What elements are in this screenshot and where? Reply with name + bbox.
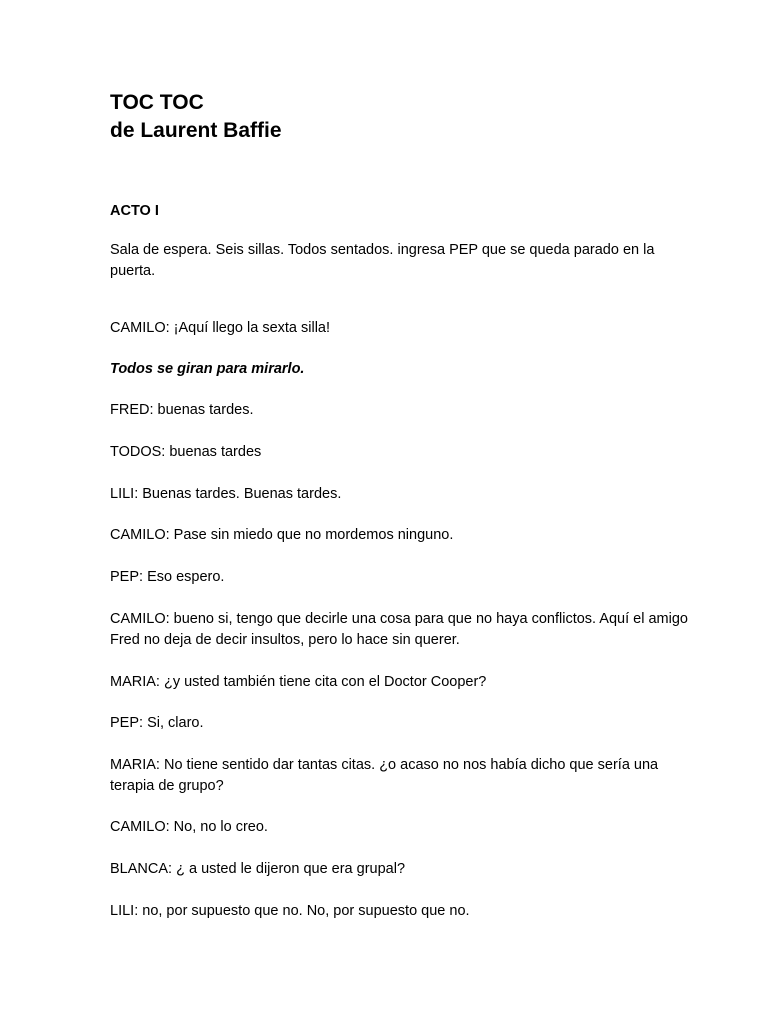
stage-direction-opening: Sala de espera. Seis sillas. Todos sentados. ingresa PEP que se queda parado en la puerta. <box>110 242 655 279</box>
dialogue-text: buenas tardes <box>169 444 262 460</box>
speaker-name: PEP <box>110 569 140 585</box>
dialogue-line: CAMILO: Pase sin miedo que no mordemos ninguno. <box>110 527 454 543</box>
document-author: de Laurent Baffie <box>110 119 282 142</box>
speaker-name: PEP <box>110 715 140 731</box>
dialogue-text: buenas tardes. <box>157 402 254 418</box>
dialogue-text: ¡Aquí llego la sexta silla! <box>173 320 331 336</box>
dialogue-line: TODOS: buenas tardes <box>110 444 262 460</box>
dialogue-line: MARIA: No tiene sentido dar tantas citas. ¿o acaso no nos había dicho que sería una terapia de grupo? <box>110 757 659 794</box>
dialogue-text: Pase sin miedo que no mordemos ninguno. <box>173 527 454 543</box>
speaker-name: FRED <box>110 402 150 418</box>
dialogue-line: BLANCA: ¿ a usted le dijeron que era grupal? <box>110 861 406 877</box>
speaker-name: MARIA <box>110 674 156 690</box>
speaker-name: LILI <box>110 486 135 502</box>
dialogue-line: MARIA: ¿y usted también tiene cita con el Doctor Cooper? <box>110 674 487 690</box>
stage-direction-italic: Todos se giran para mirarlo. <box>110 361 305 377</box>
dialogue-line: CAMILO: bueno si, tengo que decirle una cosa para que no haya conflictos. Aquí el amigo Fred no deja de decir insultos, pero lo hace sin querer. <box>110 611 688 648</box>
speaker-name: LILI <box>110 903 135 919</box>
dialogue-text: no, por supuesto que no. No, por supuesto que no. <box>142 903 470 919</box>
speaker-name: TODOS <box>110 444 162 460</box>
dialogue-text: ¿ a usted le dijeron que era grupal? <box>176 861 406 877</box>
dialogue-line: CAMILO: ¡Aquí llego la sexta silla! <box>110 320 331 336</box>
speaker-name: CAMILO <box>110 527 166 543</box>
speaker-name: CAMILO <box>110 611 166 627</box>
dialogue-line: LILI: Buenas tardes. Buenas tardes. <box>110 486 342 502</box>
dialogue-text: Buenas tardes. Buenas tardes. <box>142 486 342 502</box>
dialogue-line: PEP: Si, claro. <box>110 715 204 731</box>
dialogue-line: CAMILO: No, no lo creo. <box>110 819 268 835</box>
dialogue-text: Eso espero. <box>147 569 225 585</box>
dialogue-text: bueno si, tengo que decirle una cosa para que no haya conflictos. Aquí el amigo Fred no deja de decir insultos, pero lo hace sin querer. <box>110 611 688 648</box>
dialogue-text: Si, claro. <box>147 715 204 731</box>
dialogue-text: ¿y usted también tiene cita con el Doctor Cooper? <box>163 674 487 690</box>
document-title: TOC TOC <box>110 91 204 114</box>
act-heading: ACTO I <box>110 203 159 219</box>
speaker-name: BLANCA <box>110 861 169 877</box>
dialogue-text: No tiene sentido dar tantas citas. ¿o acaso no nos había dicho que sería una terapia de grupo? <box>110 757 659 794</box>
dialogue-text: No, no lo creo. <box>173 819 268 835</box>
dialogue-line: PEP: Eso espero. <box>110 569 225 585</box>
speaker-name: MARIA <box>110 757 156 773</box>
speaker-name: CAMILO <box>110 320 166 336</box>
speaker-name: CAMILO <box>110 819 166 835</box>
dialogue-line: FRED: buenas tardes. <box>110 402 254 418</box>
dialogue-line: LILI: no, por supuesto que no. No, por supuesto que no. <box>110 903 470 919</box>
